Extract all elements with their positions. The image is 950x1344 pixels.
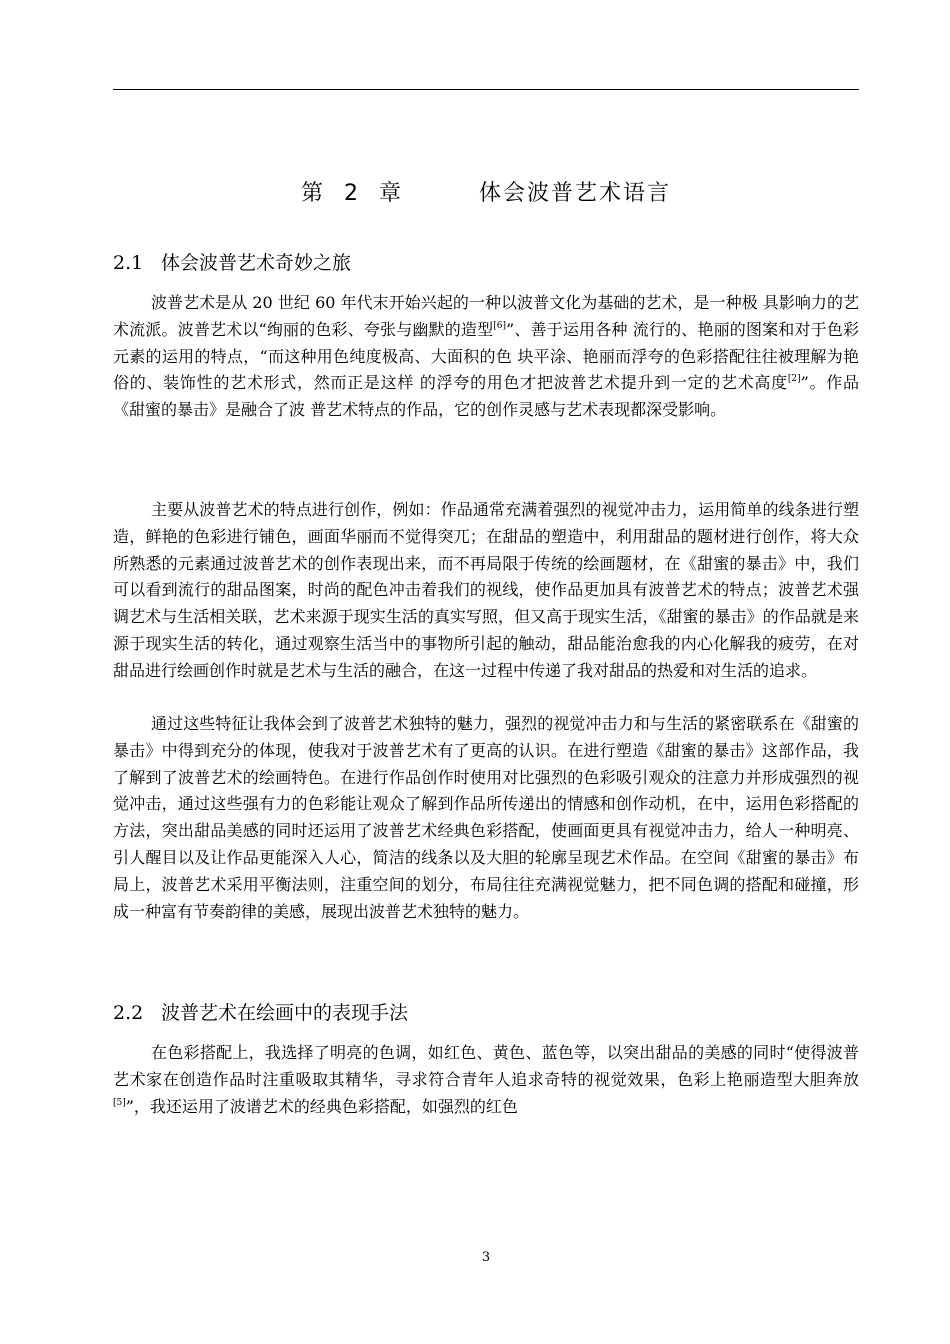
paragraph-text: ”，我还运用了波谱艺术的经典色彩搭配，如强烈的红色 [125,1096,518,1116]
citation-ref: [6] [493,320,506,331]
header-rule [113,89,859,90]
citation-ref: [5] [113,1097,126,1108]
section-title: 体会波普艺术奇妙之旅 [161,252,352,274]
section-title: 波普艺术在绘画中的表现手法 [161,1002,409,1024]
section-number: 2.1 [113,252,144,274]
paragraph-text: 主要从波普艺术的特点进行创作，例如：作品通常充满着强烈的视觉冲击力，运用简单的线条进行塑造，鲜艳的色彩进行铺色，画面华丽而不觉得突兀；在甜品的塑造中，利用甜品的题材进行创作，将大众所熟悉的元素通过波普艺术的创作表现出来，而不再局限于传统的绘画题材，在《甜蜜的暴击》中，我们可以看到流行的甜品图案，时尚的配色冲击着我们的视线，使作品更加具有波普艺术的特点；波普艺术强调艺术与生活相关联，艺术来源于现实生活的真实写照，但又高于现实生活，《甜蜜的暴击》的作品就是来源于现实生活的转化，通过观察生活当中的事物所引起的触动，甜品能治愈我的内心化解我的疲劳，在对甜品进行绘画创作时就是艺术与生活的融合，在这一过程中传递了我对甜品的热爱和对生活的追求。 [113,500,859,680]
section-number: 2.2 [113,1002,144,1024]
paragraph-text: ”。作品《甜蜜的暴击》是融合了波 普艺术特点的作品，它的创作灵感与艺术表现都深受影响。 [113,373,860,420]
chapter-title: 第 2 章 体会波普艺术语言 [301,181,671,206]
body-paragraph [113,711,859,925]
citation-ref: [2] [787,374,801,385]
body-paragraph [113,290,859,424]
paragraph-text: ”、善于运用各种 流行的、艳丽的图案和对于色彩元素的运用的特点，“而这种用色纯度极高、大面积的色 块平涂、艳丽而浮夸的色彩搭配往往被理解为艳俗的、装饰性的艺术形式，然而正是这样 的浮夸的用色才把波普艺术提升到一定的艺术高度 [113,319,859,393]
paragraph-text: 通过这些特征让我体会到了波普艺术独特的魅力，强烈的视觉冲击力和与生活的紧密联系在《甜蜜的暴击》中得到充分的体现，使我对于波普艺术有了更高的认识。在进行塑造《甜蜜的暴击》这部作品，我了解到了波普艺术的绘画特色。在进行作品创作时使用对比强烈的色彩吸引观众的注意力并形成强烈的视觉冲击，通过这些强有力的色彩能让观众了解到作品所传递出的情感和创作动机，在中，运用色彩搭配的方法，突出甜品美感的同时还运用了波普艺术经典色彩搭配，使画面更具有视觉冲击力，给人一种明亮、引人醒目以及让作品更能深入人心，简洁的线条以及大胆的轮廓呈现艺术作品。在空间《甜蜜的暴击》布局上，波普艺术采用平衡法则，注重空间的划分，布局往往充满视觉魅力，把不同色调的搭配和碰撞，形成一种富有节奏韵律的美感，展现出波普艺术独特的魅力。 [113,714,859,921]
section-heading [113,1000,859,1026]
body-paragraph [113,497,859,685]
page-number: 3 [481,1250,491,1265]
paragraph-text: 在色彩搭配上，我选择了明亮的色调，如红色、黄色、蓝色等，以突出甜品的美感的同时“使得波普艺术家在创造作品时注重吸取其精华，寻求符合青年人追求奇特的视觉效果，色彩上艳丽造型大胆奔放 [113,1043,859,1089]
section-heading [113,250,859,276]
body-paragraph [113,1040,859,1120]
paragraph-text: 波普艺术是从 20 世纪 60 年代末开始兴起的一种以波普文化为基础的艺术，是一种极 具影响力的艺术流派。波普艺术以“绚丽的色彩、夸张与幽默的造型 [113,293,859,339]
